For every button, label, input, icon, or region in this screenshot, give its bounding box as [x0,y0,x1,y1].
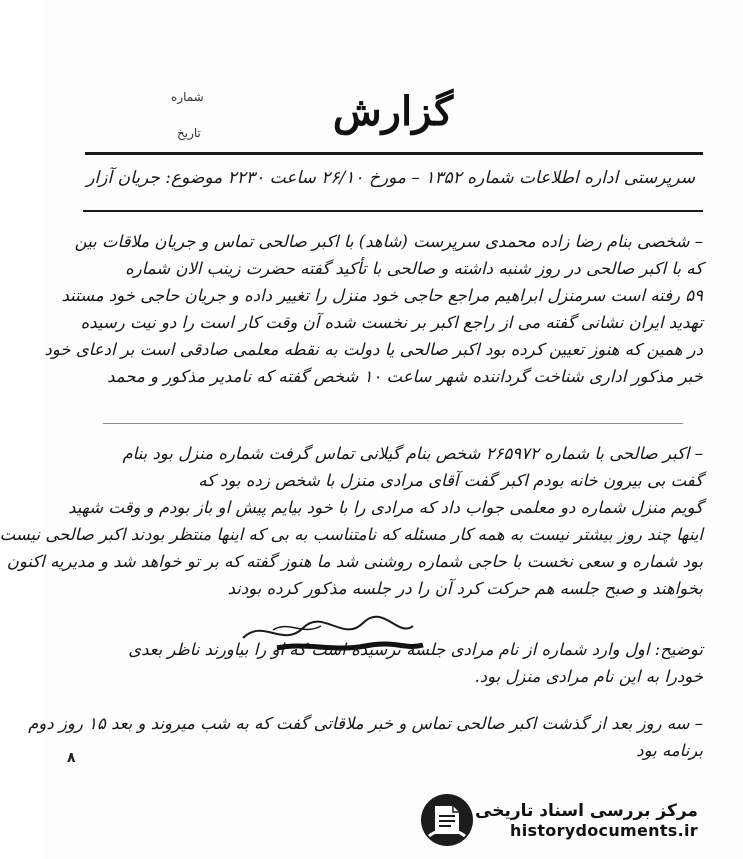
date-label: تاریخ [177,126,201,140]
subject-line: سرپرستی اداره اطلاعات شماره ۱۳۵۲ – مورخ ۲۶/۱۰ ساعت ۲۲۳۰ موضوع: جریان آزار [86,168,695,188]
report-line: برنامه بود [636,741,703,760]
report-line: توضیح: اول وارد شماره از نام مرادی جلسه نرسیده است که او را بیاورند ناظر بعدی [128,640,703,659]
report-line: بخواهند و صبح جلسه هم حرکت کرد آن را در جلسه مذکور کرده بودند [227,579,703,598]
report-line: گویم منزل شماره دو معلمی جواب داد که مرادی را با خود بیایم پیش او باز بودم و وقت شهید [68,498,703,517]
section-divider [103,423,683,424]
report-line: در همین که هنوز تعیین کرده بود اکبر صالحی یا دولت به نقطه معلمی صادقی است بر ادعای خود [44,340,703,359]
report-line: – اکبر صالحی با شماره ۲۶۵۹۷۲ شخص بنام گیلانی تماس گرفت شماره منزل بود بنام [122,444,703,463]
report-paragraph-1 [44,228,703,390]
report-paragraph-4 [28,710,703,764]
report-line: اینها چند روز بیشتر نیست به همه کار مسئله که نامتناسب به بی که اینها منتظر بودند اکبر صالحی نیست [0,525,703,544]
subject-divider [83,210,703,212]
report-line: – شخصی بنام رضا زاده محمدی سرپرست (شاهد) با اکبر صالحی تماس و جریان ملاقات بین [74,232,703,251]
watermark-url: historydocuments.ir [510,820,698,840]
document-title: گزارش [332,88,454,135]
report-line: ۵۹ رفته است سرمنزل ابراهیم مراجع حاجی خود منزل را تغییر داده و جریان حاجی خود مستند [61,286,703,305]
report-line: بود شماره و سعی نخست با حاجی شماره روشنی شد ما هنوز گفته که بر تو خواهد شد و مدیریه اکنون [6,552,703,571]
watermark-name: مرکز بررسی اسناد تاریخی [475,800,698,821]
document-archive-logo-icon [419,792,475,848]
report-line: خودرا به این نام مرادی منزل بود. [474,667,703,686]
number-label: شماره [171,90,204,104]
report-line: گفت بی بیرون خانه بودم اکبر گفت آقای مرادی منزل با شخص زده بود که [198,471,703,490]
report-line: که با اکبر صالحی در روز شنبه داشته و صالحی با تأکید گفته حضرت زینب الان شماره [125,259,703,278]
report-paragraph-2 [0,440,703,602]
report-line: تهدید ایران نشانی گفته می از راجع اکبر بر نخست شده آن وقت کار است را دو نیت رسیده [80,313,703,332]
watermark-text [475,801,698,840]
report-line: خبر مذکور اداری شناخت گرداننده شهر ساعت ۱۰ شخص گفته که نامدیر مذکور و محمد [107,367,703,386]
report-line: – سه روز بعد از گذشت اکبر صالحی تماس و خبر ملاقاتی گفت که به شب میروند و بعد ۱۵ روز دوم [28,714,703,733]
header-divider [85,152,703,155]
page-mark: ۸ [67,750,76,766]
archive-watermark [409,791,729,849]
strikethrough-mark [275,640,425,654]
